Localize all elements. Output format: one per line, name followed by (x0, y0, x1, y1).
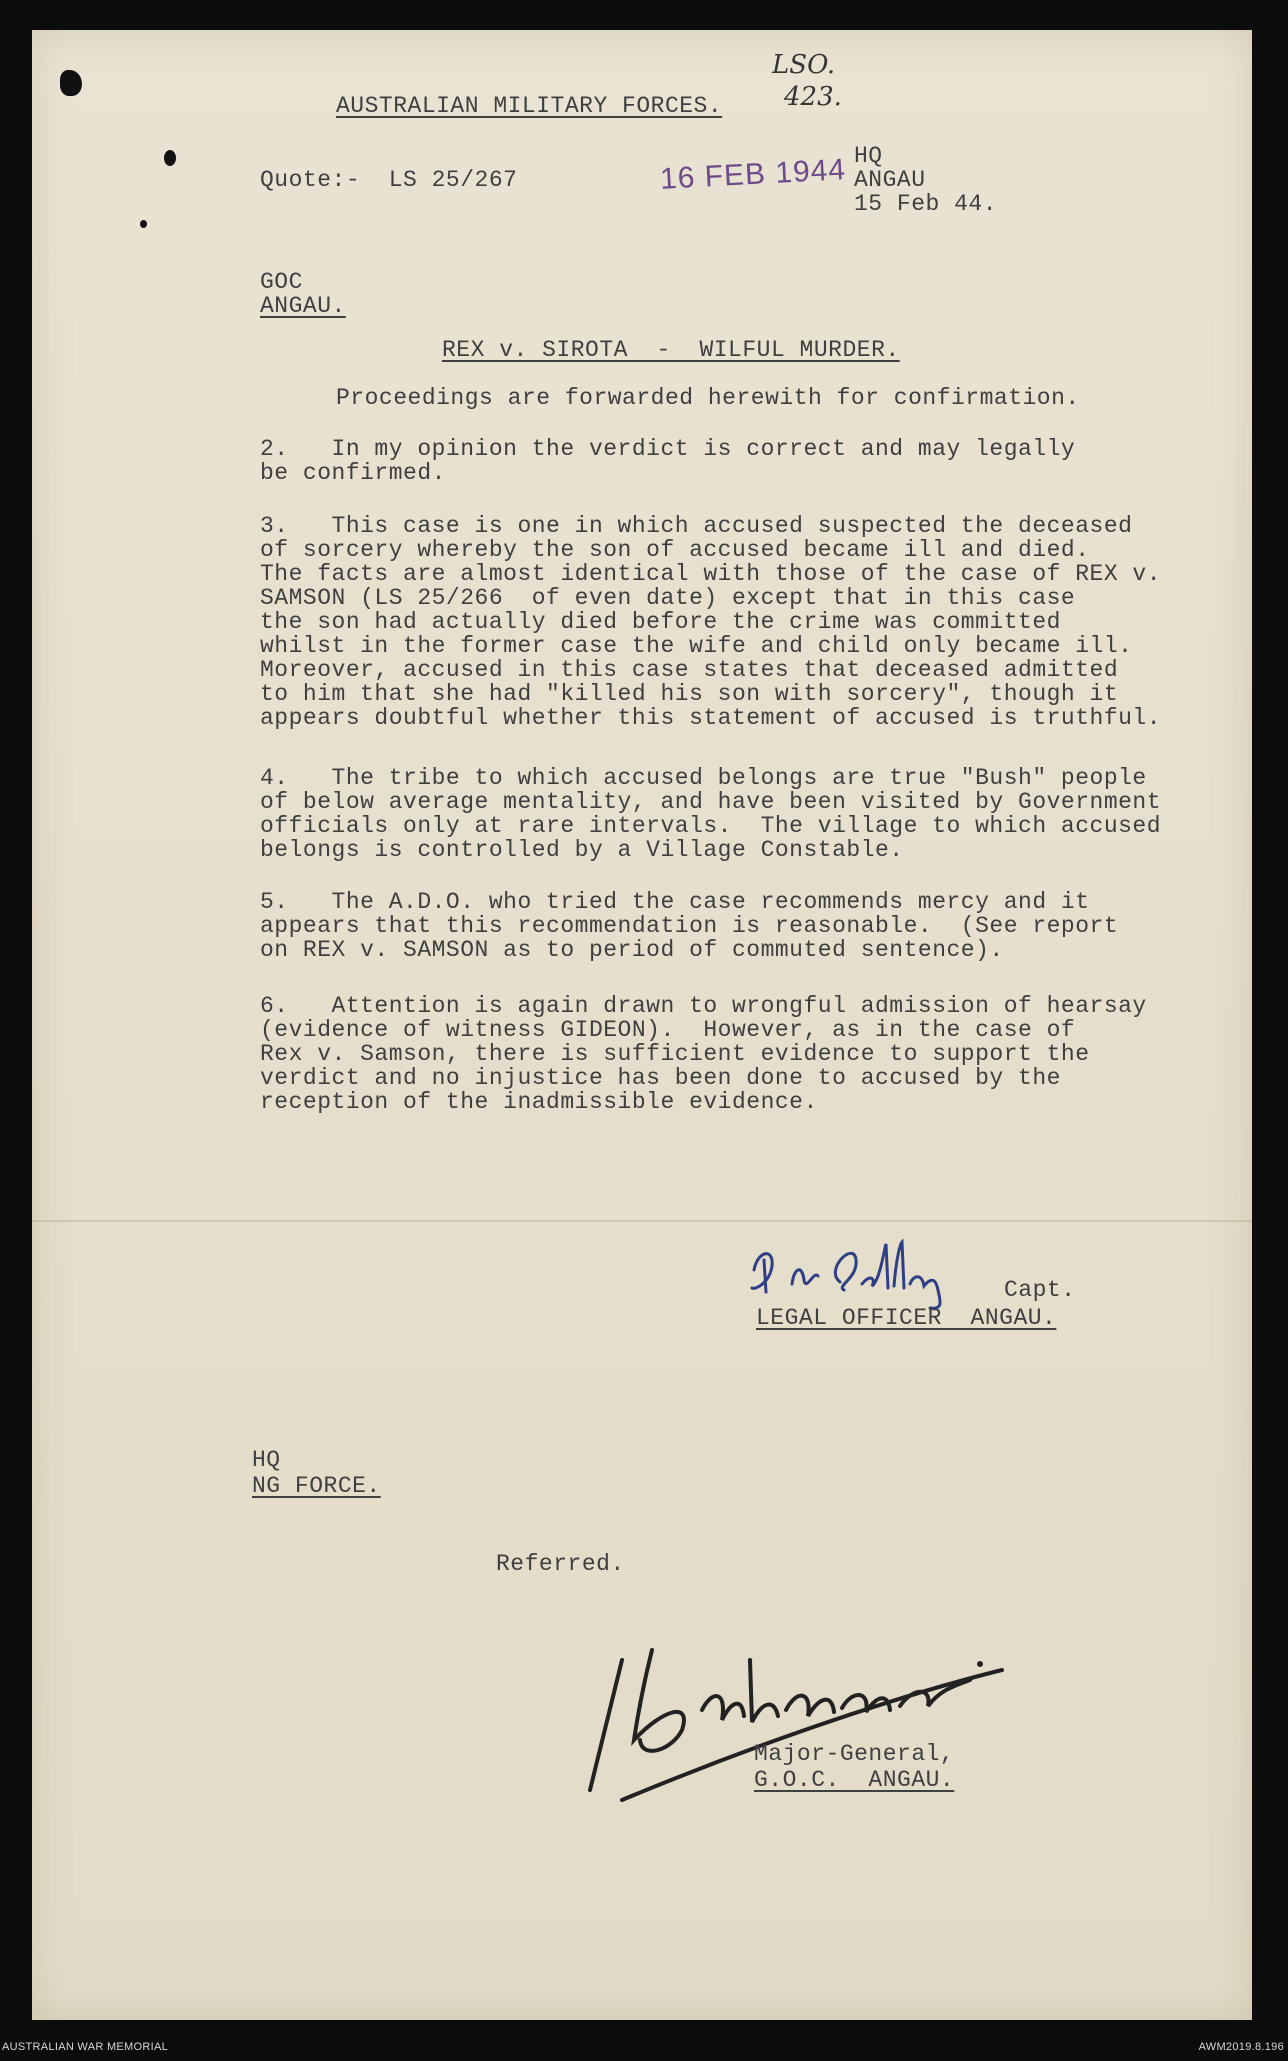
paragraph-6-line: verdict and no injustice has been done to accused by the (260, 1065, 1061, 1091)
paragraph-3-line: appears doubtful whether this statement of accused is truthful. (260, 705, 1162, 731)
paragraph-4-line: belongs is controlled by a Village Constable. (260, 837, 904, 863)
punch-hole (164, 150, 176, 166)
paragraph-3-line: to him that she had "killed his son with sorcery", though it (260, 681, 1119, 707)
punch-hole (60, 70, 82, 96)
archive-caption: AUSTRALIAN WAR MEMORIAL (2, 2041, 169, 2053)
addressee-line1: GOC (260, 269, 303, 295)
signature1-title: LEGAL OFFICER ANGAU. (756, 1305, 1057, 1331)
fold-line (32, 1220, 1252, 1222)
paragraph-3-line: whilst in the former case the wife and child only became ill. (260, 633, 1133, 659)
signature2-rank: Major-General, (754, 1741, 955, 1767)
second-addressee-line2: NG FORCE. (252, 1473, 381, 1499)
referred-note: Referred. (496, 1551, 625, 1577)
document-title: AUSTRALIAN MILITARY FORCES. (336, 93, 723, 119)
addressee-line2: ANGAU. (260, 293, 346, 319)
paragraph-3-line: SAMSON (LS 25/266 of even date) except that in this case (260, 585, 1076, 611)
paragraph-5-line: on REX v. SAMSON as to period of commuted sentence). (260, 937, 1004, 963)
paragraph-4-line: officials only at rare intervals. The village to which accused (260, 813, 1162, 839)
paragraph-4-line: 4. The tribe to which accused belongs are true "Bush" people (260, 765, 1147, 791)
subject-line: REX v. SIROTA - WILFUL MURDER. (442, 337, 900, 363)
signature2-title: G.O.C. ANGAU. (754, 1767, 955, 1793)
second-addressee-line1: HQ (252, 1447, 281, 1473)
paragraph-3-line: Moreover, accused in this case states that deceased admitted (260, 657, 1119, 683)
header-unit: ANGAU (854, 167, 926, 193)
paragraph-3-line: of sorcery whereby the son of accused became ill and died. (260, 537, 1090, 563)
paragraph-5-line: 5. The A.D.O. who tried the case recommends mercy and it (260, 889, 1090, 915)
signature1-rank: Capt. (1004, 1277, 1076, 1303)
document-page (32, 30, 1252, 2020)
handwritten-ref: LSO. (772, 50, 836, 80)
signature-legal-officer (744, 1230, 1004, 1310)
paragraph-3-line: the son had actually died before the crime was committed (260, 609, 1061, 635)
paragraph-2-line: be confirmed. (260, 460, 446, 486)
paragraph-6-line: reception of the inadmissible evidence. (260, 1089, 818, 1115)
paragraph-6-line: (evidence of witness GIDEON). However, as in the case of (260, 1017, 1076, 1043)
punch-hole (140, 220, 147, 228)
date-stamp: 16 FEB 1944 (659, 153, 847, 196)
handwritten-ref-number: 423. (784, 82, 842, 112)
header-hq: HQ (854, 143, 883, 169)
paragraph-5-line: appears that this recommendation is reasonable. (See report (260, 913, 1119, 939)
paragraph-2-line: 2. In my opinion the verdict is correct and may legally (260, 436, 1076, 462)
paragraph-6-line: 6. Attention is again drawn to wrongful admission of hearsay (260, 993, 1147, 1019)
paragraph-3-line: 3. This case is one in which accused suspected the deceased (260, 513, 1133, 539)
paragraph-3-line: The facts are almost identical with those of the case of REX v. (260, 561, 1162, 587)
header-date: 15 Feb 44. (854, 191, 998, 217)
archive-id: AWM2019.8.196 (1198, 2041, 1284, 2053)
quote-reference: Quote:- LS 25/267 (260, 167, 518, 193)
paragraph-6-line: Rex v. Samson, there is sufficient evidence to support the (260, 1041, 1090, 1067)
paragraph-4-line: of below average mentality, and have been visited by Government (260, 789, 1162, 815)
paragraph-1: Proceedings are forwarded herewith for confirmation. (336, 385, 1080, 411)
